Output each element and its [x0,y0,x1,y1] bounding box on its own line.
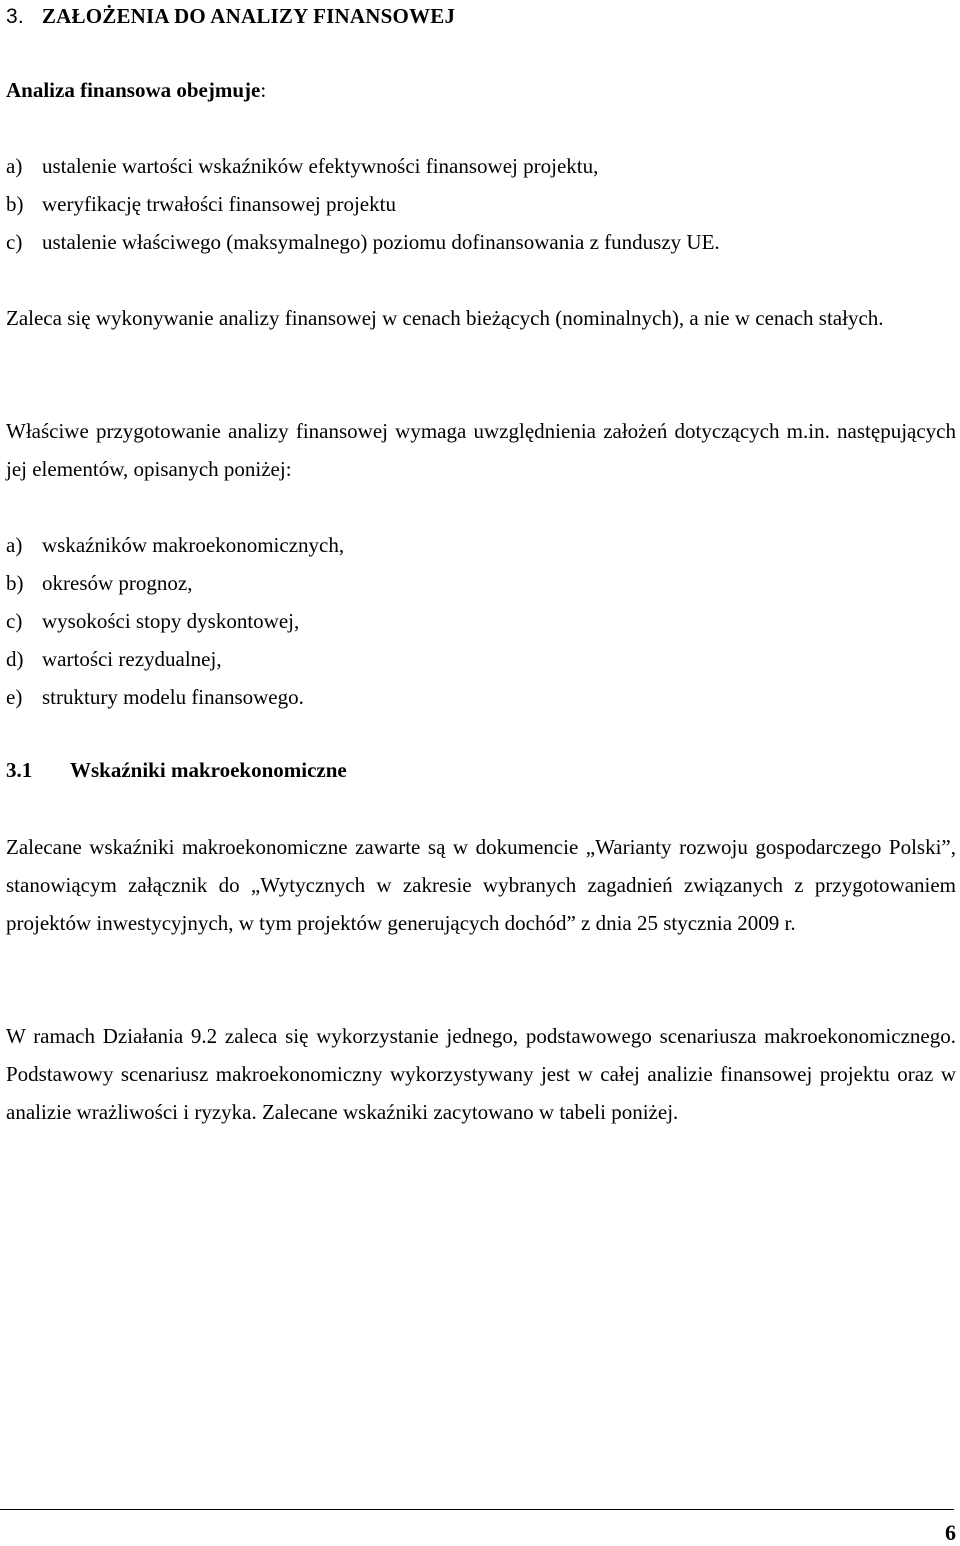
intro-colon: : [260,78,267,102]
list-item [6,152,720,190]
list-letter: e) [6,685,23,709]
section-heading [6,4,455,29]
list-item [6,190,720,228]
subsection-number: 3.1 [6,758,33,782]
list-item [6,569,344,607]
list-letter: b) [6,571,24,595]
list-text: wysokości stopy dyskontowej, [42,609,300,633]
list-text: wskaźników makroekonomicznych, [42,533,345,557]
list-item [6,683,344,721]
list-text: wartości rezydualnej, [42,647,222,671]
elements-list [6,531,344,721]
list-text: okresów prognoz, [42,571,193,595]
list-text: ustalenie wartości wskaźników efektywności finansowej projektu, [42,154,599,178]
intro-line [6,78,266,103]
list-letter: d) [6,647,24,671]
footer-divider [0,1509,954,1510]
list-item [6,607,344,645]
paragraph-assumptions: Właściwe przygotowanie analizy finansowej wymaga uwzględnienia założeń dotyczących m.in. następujących jej elementów, opisanych poniżej: [6,419,956,481]
paragraph-scenario: W ramach Działania 9.2 zaleca się wykorzystanie jednego, podstawowego scenariusza makroekonomicznego. Podstawowy scenariusz makroekonomiczny wykorzystywany jest w całej analizie finansowej projektu oraz w analizie wrażliwości i ryzyka. Zalecane wskaźniki zacytowano w tabeli poniżej. [6,1024,956,1124]
page-number: 6 [945,1520,956,1545]
list-letter: b) [6,192,24,216]
section-number: 3. [6,5,24,28]
section-title: ZAŁOŻENIA DO ANALIZY FINANSOWEJ [41,4,456,28]
list-item [6,531,344,569]
list-text: ustalenie właściwego (maksymalnego) poziomu dofinansowania z funduszy UE. [42,230,720,254]
paragraph-indicators: Zalecane wskaźniki makroekonomiczne zawarte są w dokumencie „Warianty rozwoju gospodarczego Polski”, stanowiącym załącznik do „Wytycznych w zakresie wybranych zagadnień związanych z przygotowaniem projektów inwestycyjnych, w tym projektów generujących dochód” z dnia 25 stycznia 2009 r. [6,835,956,935]
list-text: struktury modelu finansowego. [42,685,304,709]
list-letter: c) [6,609,23,633]
scope-list [6,152,720,266]
list-letter: a) [6,154,23,178]
paragraph-prices: Zaleca się wykonywanie analizy finansowej w cenach bieżących (nominalnych), a nie w cenach stałych. [6,306,884,330]
list-text: weryfikację trwałości finansowej projektu [42,192,396,216]
list-item [6,645,344,683]
list-letter: a) [6,533,23,557]
intro-bold: Analiza finansowa obejmuje [6,78,261,102]
list-item [6,228,720,266]
list-letter: c) [6,230,23,254]
subsection-heading [6,758,347,783]
subsection-title: Wskaźniki makroekonomiczne [70,758,347,782]
